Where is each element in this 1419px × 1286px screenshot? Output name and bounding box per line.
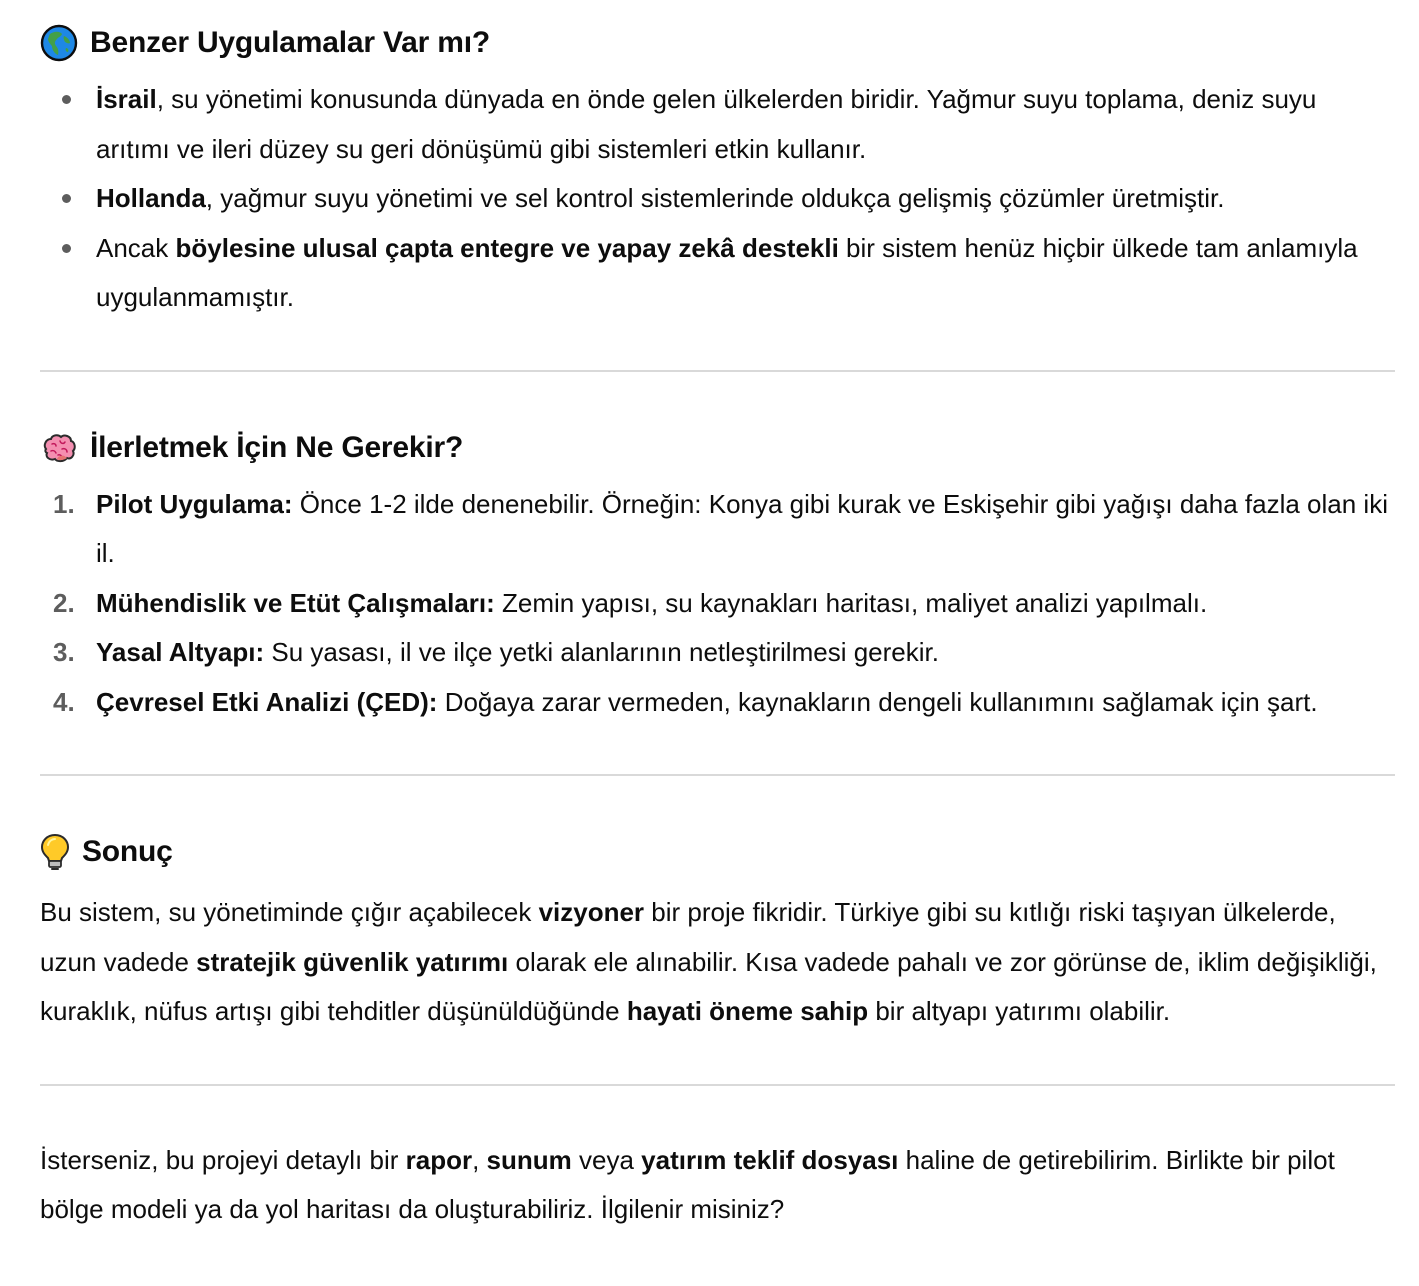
list-item	[40, 75, 1395, 174]
step-number: 4.	[53, 686, 75, 717]
list-item	[40, 174, 1395, 224]
paragraph-text: bir altyapı yatırımı olabilir.	[868, 996, 1171, 1026]
chat-message-content	[40, 0, 1395, 1235]
list-item	[40, 480, 1395, 579]
closing-paragraph	[40, 1136, 1395, 1235]
bold-text: stratejik güvenlik yatırımı	[196, 946, 509, 977]
item-text: Zemin yapısı, su kaynakları haritası, maliyet analizi yapılmalı.	[494, 587, 1208, 618]
divider	[40, 774, 1395, 776]
similar-list	[40, 75, 1395, 323]
bold-text: Yasal Altyapı:	[96, 637, 265, 667]
section-heading-requirements	[40, 426, 1395, 470]
item-text: Doğaya zarar vermeden, kaynakların dengeli kullanımını sağlamak için şart.	[437, 686, 1318, 717]
section-title: İlerletmek İçin Ne Gerekir?	[90, 430, 464, 464]
step-number: 1.	[53, 488, 75, 519]
bold-text: yatırım teklif dosyası	[641, 1144, 899, 1175]
list-item	[40, 224, 1395, 323]
paragraph-text: olarak ele alınabilir. Kısa vadede pahalı ve zor görünse de, iklim değişikliği, kuraklık, nüfus artışı gibi tehditler düşünüldüğünde	[40, 946, 1377, 1026]
bold-text: Pilot Uygulama:	[96, 488, 293, 519]
bold-text: sunum	[486, 1144, 572, 1175]
section-title: Benzer Uygulamalar Var mı?	[90, 26, 490, 59]
paragraph-text: ,	[472, 1144, 487, 1175]
item-text: Ancak	[96, 232, 176, 263]
bold-text: rapor	[405, 1144, 473, 1175]
step-number: 2.	[53, 587, 75, 618]
paragraph-text: veya	[571, 1144, 642, 1175]
bold-text: vizyoner	[538, 897, 645, 927]
conclusion-paragraph	[40, 888, 1395, 1037]
item-text: bir sistem henüz hiçbir ülkede tam anlamıyla uygulanmamıştır.	[96, 232, 1358, 312]
step-number: 3.	[53, 637, 75, 667]
section-title: Sonuç	[82, 835, 173, 868]
section-heading-similar	[40, 21, 1395, 65]
light-bulb-icon	[40, 833, 70, 871]
brain-icon	[40, 429, 78, 467]
paragraph-text: haline de getirebilirim. Birlikte bir pilot bölge modeli ya da yol haritası da oluşturabiliriz. İlgilenir misiniz?	[40, 1144, 1335, 1224]
bold-text: Mühendislik ve Etüt Çalışmaları:	[96, 587, 495, 618]
bold-text: hayati öneme sahip	[626, 996, 869, 1026]
requirements-list	[40, 480, 1395, 728]
bold-text: İsrail	[96, 84, 157, 114]
paragraph-text: İsterseniz, bu projeyi detaylı bir	[40, 1144, 406, 1175]
item-text: Su yasası, il ve ilçe yetki alanlarının netleştirilmesi gerekir.	[264, 637, 939, 667]
divider	[40, 1084, 1395, 1086]
divider	[40, 370, 1395, 372]
bold-text: Hollanda	[96, 183, 206, 213]
list-item	[40, 579, 1395, 629]
item-text: , su yönetimi konusunda dünyada en önde gelen ülkelerden biridir. Yağmur suyu toplama, deniz suyu arıtımı ve ileri düzey su geri dönüşümü gibi sistemleri etkin kullanır.	[96, 84, 1317, 164]
item-text: Önce 1-2 ilde denenebilir. Örneğin: Konya gibi kurak ve Eskişehir gibi yağışı daha fazla olan iki il.	[96, 488, 1388, 568]
list-item	[40, 678, 1395, 728]
section-heading-conclusion	[40, 830, 1395, 874]
bold-text: Çevresel Etki Analizi (ÇED):	[96, 686, 438, 717]
bold-text: böylesine ulusal çapta entegre ve yapay zekâ destekli	[175, 232, 839, 263]
list-item	[40, 628, 1395, 678]
paragraph-text: Bu sistem, su yönetiminde çığır açabilecek	[40, 897, 539, 927]
paragraph-text: bir proje fikridir. Türkiye gibi su kıtlığı riski taşıyan ülkelerde, uzun vadede	[40, 897, 1336, 977]
globe-africa-icon	[40, 24, 78, 62]
item-text: , yağmur suyu yönetimi ve sel kontrol sistemlerinde oldukça gelişmiş çözümler üretmiştir.	[205, 183, 1225, 213]
